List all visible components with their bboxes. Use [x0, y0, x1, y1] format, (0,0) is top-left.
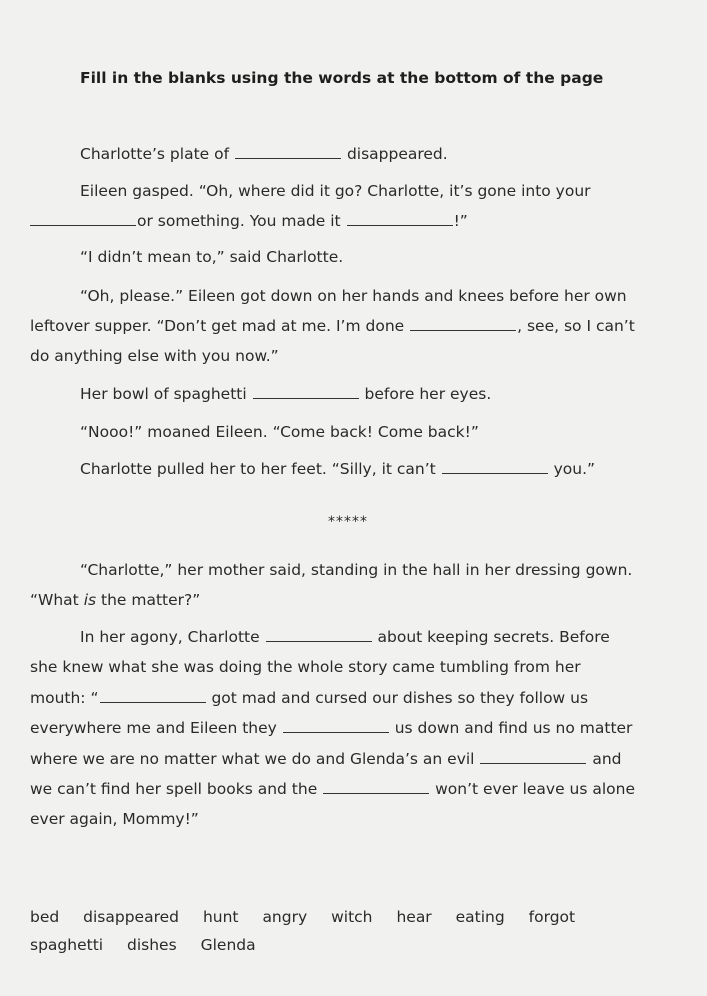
paragraph-4-line-2	[30, 316, 635, 336]
text: won’t ever leave us alone	[435, 780, 636, 798]
paragraph-8-line-2	[30, 590, 200, 610]
text: “What	[30, 591, 84, 609]
text: us down and find us no matter	[394, 719, 633, 737]
blank-6[interactable]	[442, 459, 548, 474]
text: the matter?”	[96, 591, 201, 609]
text: Charlotte pulled her to her feet. “Silly, it can’t	[80, 460, 436, 478]
word-bank-item: disappeared	[83, 908, 179, 926]
blank-1[interactable]	[235, 144, 341, 159]
text: In her agony, Charlotte	[80, 628, 260, 646]
emphasis-text: is	[83, 591, 97, 609]
text: disappeared.	[346, 145, 448, 163]
paragraph-6: “Nooo!” moaned Eileen. “Come back! Come back!”	[80, 423, 479, 441]
paragraph-9-line-6	[30, 779, 635, 799]
paragraph-2-line-2	[30, 211, 468, 231]
word-bank-item: eating	[455, 908, 505, 926]
paragraph-9-line-5	[30, 749, 622, 769]
text: everywhere me and Eileen they	[30, 719, 277, 737]
word-bank-item: hunt	[202, 908, 239, 926]
paragraph-4-line-3: do anything else with you now.”	[30, 347, 279, 365]
text: got mad and cursed our dishes so they follow us	[211, 689, 589, 707]
text: !”	[453, 212, 468, 230]
text: and	[592, 750, 622, 768]
paragraph-9-line-3	[30, 688, 588, 708]
text: you.”	[553, 460, 596, 478]
text: about keeping secrets. Before	[377, 628, 610, 646]
word-bank-item: hear	[396, 908, 432, 926]
text: where we are no matter what we do and Glenda’s an evil	[30, 750, 475, 768]
word-bank-row-1	[30, 908, 594, 926]
word-bank-item: dishes	[127, 936, 177, 954]
blank-5[interactable]	[253, 384, 359, 399]
blank-11[interactable]	[323, 779, 429, 794]
paragraph-9-line-4	[30, 718, 632, 738]
text: we can’t find her spell books and the	[30, 780, 318, 798]
text: Charlotte’s plate of	[80, 145, 230, 163]
paragraph-5	[80, 384, 491, 404]
blank-4[interactable]	[410, 316, 516, 331]
text: mouth: “	[30, 689, 99, 707]
text: , see, so I can’t	[517, 317, 635, 335]
paragraph-7	[80, 459, 595, 479]
blank-9[interactable]	[283, 718, 389, 733]
blank-10[interactable]	[480, 749, 586, 764]
paragraph-3: “I didn’t mean to,” said Charlotte.	[80, 248, 344, 266]
text: or something. You made it	[137, 212, 341, 230]
paragraph-4-line-1: “Oh, please.” Eileen got down on her hands and knees before her own	[80, 287, 627, 305]
blank-7[interactable]	[266, 627, 372, 642]
paragraph-2-line-1: Eileen gasped. “Oh, where did it go? Charlotte, it’s gone into your	[80, 182, 591, 200]
blank-3[interactable]	[347, 211, 453, 226]
paragraph-1	[80, 144, 448, 164]
word-bank-item: bed	[30, 908, 60, 926]
text: before her eyes.	[364, 385, 492, 403]
word-bank-item: Glenda	[200, 936, 256, 954]
blank-8[interactable]	[100, 688, 206, 703]
text: leftover supper. “Don’t get mad at me. I’m done	[30, 317, 405, 335]
word-bank-item: spaghetti	[30, 936, 104, 954]
word-bank-item: witch	[331, 908, 373, 926]
paragraph-9-line-2: she knew what she was doing the whole story came tumbling from her	[30, 658, 581, 676]
paragraph-9-line-7: ever again, Mommy!”	[30, 810, 199, 828]
paragraph-8-line-1: “Charlotte,” her mother said, standing in the hall in her dressing gown.	[80, 561, 633, 579]
section-separator: *****	[328, 514, 368, 530]
word-bank-item: forgot	[528, 908, 576, 926]
word-bank-row-2	[30, 936, 275, 954]
blank-2[interactable]	[30, 211, 136, 226]
word-bank-item: angry	[262, 908, 308, 926]
paragraph-9-line-1	[80, 627, 610, 647]
text: Her bowl of spaghetti	[80, 385, 247, 403]
page-title: Fill in the blanks using the words at the bottom of the page	[80, 69, 604, 87]
